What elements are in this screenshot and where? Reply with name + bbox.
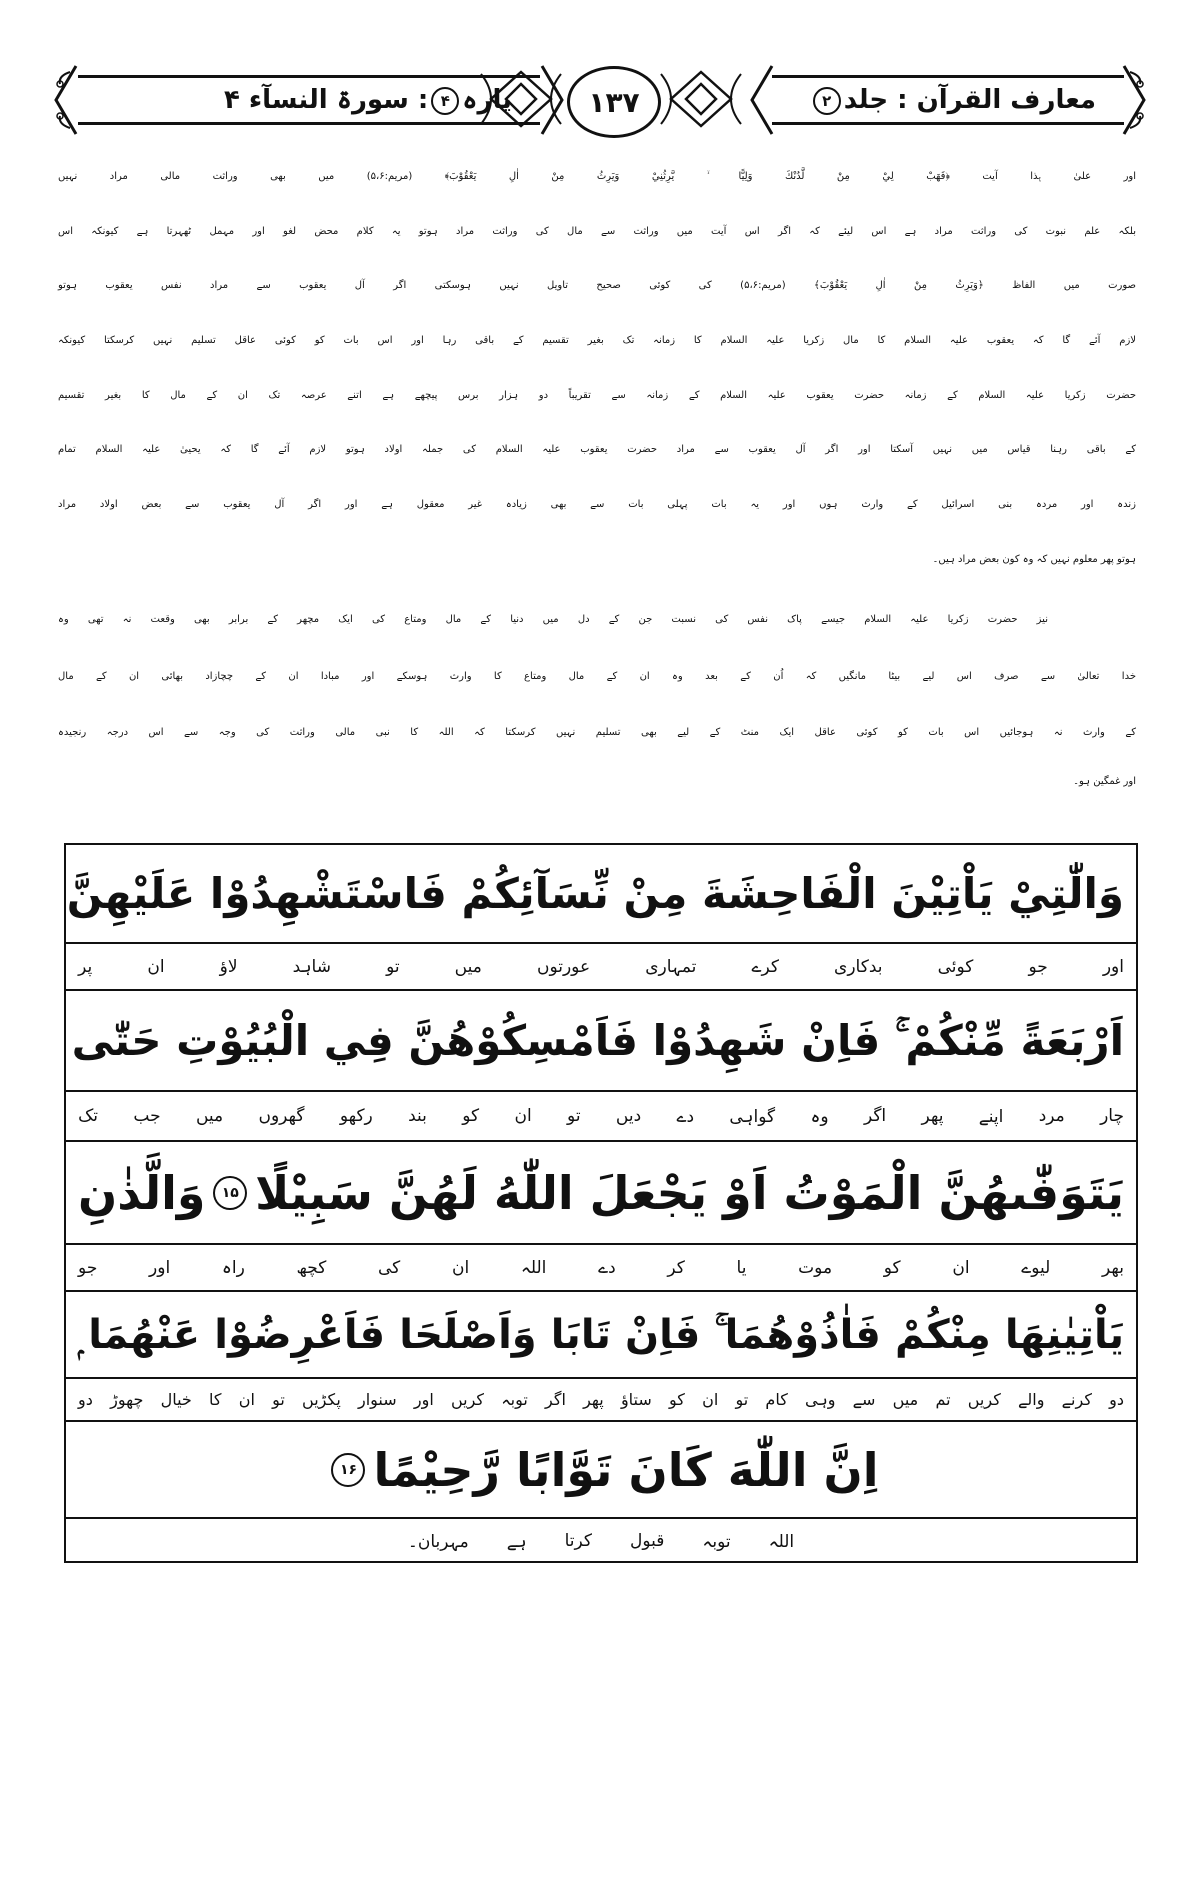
translation-word: ان [952, 1257, 970, 1278]
translation-word: بھر [1102, 1257, 1124, 1278]
translation-word: کام [765, 1390, 788, 1409]
translation-word: جب [133, 1106, 161, 1126]
translation-word: پر [78, 956, 93, 977]
volume-number: ۲ [813, 87, 841, 115]
translation-row [66, 1092, 1136, 1142]
translation-word: تو [386, 956, 400, 977]
prose-line: زندہ اور مردہ بنی اسرائیل کے وارث ہوں اور یہ بات پہلی بات سے بھی زیادہ غیر معقول ہے اور اگر آل یعقوب سے بعض اولاد مراد [58, 499, 1136, 510]
translation-word: دیں [615, 1106, 642, 1126]
prose-line: لازم آئے گا کہ یعقوب علیہ السلام کا مال زکریا علیہ السلام کا زمانہ تک بغیر تقسیم کے باقی رہا اور اس بات کو کوئی عاقل تسلیم نہیں کرسکتا کیونکہ [58, 335, 1136, 346]
translation-word: کر [667, 1257, 685, 1278]
translation-word: اور [413, 1390, 434, 1409]
translation-word: ان [451, 1257, 470, 1278]
prose-line: اور علیٰ ہذا آیت ﴿فَهَبْ لِيْ مِنْ لَّدُنْكَ وَلِيًّا ۙ يَّرِثُنِيْ وَيَرِثُ مِنْ اٰلِ يَعْقُوْبَ﴾ (مریم:۵،۶) میں بھی وراثت مالی مراد نہیں [58, 171, 1137, 182]
translation-word: بند [408, 1106, 427, 1126]
translation-word: لیوے [1021, 1258, 1051, 1278]
translation-word: اگر [863, 1106, 887, 1126]
center-ornament-left-icon [476, 64, 566, 134]
prose-line: کے باقی رہنا قیاس میں نہیں آسکتا اور اگر آل یعقوب سے مراد حضرت یعقوب علیہ السلام کی جملہ اولاد ہوتو لازم آئے گا کہ یحییٰ علیہ السلام تمام [58, 444, 1136, 455]
translation-word: خیال [160, 1390, 192, 1409]
arabic-verse-row [66, 845, 1136, 944]
translation-word: وہ [810, 1106, 829, 1127]
para-number: ۴ [431, 87, 459, 115]
arabic-verse-text: اَرْبَعَةً مِّنْكُمْ ۚ فَاِنْ شَهِدُوْا فَاَمْسِكُوْهُنَّ فِي الْبُيُوْتِ حَتّٰى [71, 1015, 1124, 1065]
page-number: ۱۳۷ [567, 66, 661, 138]
prose-line: صورت میں الفاظ ﴿وَيَرِثُ مِنْ اٰلِ يَعْقُوْبَ﴾ (مریم:۵،۶) کی کوئی صحیح تاویل نہیں ہوسکتی اگر آل یعقوب سے مراد نفس یعقوب ہوتو [58, 280, 1136, 291]
translation-word: میں [195, 1106, 224, 1126]
translation-word: کا [209, 1390, 222, 1409]
para-label: پارہ [462, 85, 512, 115]
translation-word: توبہ [501, 1390, 528, 1409]
translation-word: وہی [805, 1390, 836, 1409]
arabic-verse-row [66, 1292, 1136, 1379]
translation-word: پھر [583, 1390, 604, 1409]
translation-word: تو [272, 1390, 285, 1409]
translation-word: راہ [221, 1258, 245, 1278]
translation-word: اور [149, 1257, 171, 1278]
arabic-verse-row [66, 1142, 1136, 1245]
translation-word: دے [598, 1258, 616, 1278]
translation-word: ان [702, 1390, 719, 1409]
translation-word: قبول [630, 1531, 665, 1551]
translation-row [66, 1245, 1136, 1292]
translation-word: کریں [967, 1390, 1001, 1409]
translation-word: تمہاری [645, 957, 697, 977]
translation-word: کوئی [937, 956, 974, 977]
translation-word: سے [852, 1390, 876, 1409]
translation-word: دو [78, 1390, 93, 1409]
translation-word: کو [462, 1106, 480, 1126]
center-ornament-right-icon [656, 64, 746, 134]
arabic-verse-row [66, 1422, 1136, 1519]
translation-word: مرد [1038, 1106, 1065, 1126]
prose-line: بلکہ علم نبوت کی وراثت مراد ہے اس لیئے کہ اگر اس آیت میں وراثت سے مال کی وراثت مراد ہوتو یہ کلام محض لغو اور مہمل ٹھہرتا ہے کیونکہ اس [58, 226, 1136, 237]
translation-word: میں [892, 1390, 919, 1409]
translation-word: اللہ [520, 1258, 547, 1278]
translation-word: ان [238, 1390, 255, 1409]
translation-word: دو [1109, 1390, 1124, 1409]
arabic-verse-text: اِنَّ اللّٰهَ كَانَ تَوَّابًا رَّحِيْمًا [373, 1442, 879, 1497]
translation-word: اگر [545, 1390, 566, 1409]
translation-word: گھروں [258, 1106, 305, 1126]
prose-line: ہوتو پھر معلوم نہیں کہ وہ کون بعض مراد ہیں۔ [932, 554, 1136, 565]
prose-line: حضرت زکریا علیہ السلام کے زمانہ حضرت یعقوب علیہ السلام کے زمانہ سے تقریباً دو ہزار برس پیچھے ہے اتنے عرصہ تک ان کے مال کا بغیر تقسیم [58, 390, 1136, 401]
translation-word: کریں [450, 1390, 485, 1409]
translation-row [66, 1379, 1136, 1422]
translation-word: موت [798, 1257, 833, 1278]
translation-word: ان [147, 956, 165, 977]
translation-word: چار [1100, 1106, 1124, 1126]
translation-word: لاؤ [219, 956, 238, 977]
prose-line: اور غمگین ہو۔ [1073, 776, 1136, 787]
book-title-text: معارف القرآن : جلد [843, 85, 1096, 115]
translation-word: والے [1018, 1390, 1045, 1409]
translation-word: پھر [921, 1106, 944, 1126]
arabic-verse-text: وَالّٰتِيْ يَاْتِيْنَ الْفَاحِشَةَ مِنْ نِّسَآئِكُمْ فَاسْتَشْهِدُوْا عَلَيْهِنَّ [66, 868, 1124, 918]
translation-word: تک [78, 1106, 99, 1126]
translation-word: سنوار [357, 1390, 397, 1409]
translation-word: رکھو [339, 1106, 373, 1126]
translation-row [66, 944, 1136, 991]
translation-word: ہے [506, 1531, 527, 1552]
translation-word: ان [514, 1106, 532, 1126]
translation-word: اور [1102, 956, 1124, 977]
translation-word: تو [735, 1390, 749, 1409]
translation-word: شاہد [292, 957, 331, 977]
translation-word: تو [567, 1106, 581, 1126]
verse-number-marker: ۱۵ [213, 1176, 247, 1210]
translation-word: اللہ [768, 1531, 795, 1552]
header-right-box [772, 75, 1124, 125]
translation-word: مہربان۔ [407, 1531, 469, 1552]
translation-word: کرتا [564, 1531, 593, 1551]
translation-word: توبہ [702, 1531, 731, 1552]
translation-word: جو [78, 1257, 98, 1278]
verse-number-marker: ۱۶ [331, 1453, 365, 1487]
translation-word: کرے [751, 957, 779, 977]
translation-word: گواہی [729, 1106, 776, 1127]
translation-word: بدکاری [834, 956, 883, 977]
header-ornament-left-icon [50, 62, 78, 138]
translation-word: چھوڑ [110, 1390, 144, 1409]
translation-word: کی [378, 1257, 401, 1278]
arabic-verse-row [66, 991, 1136, 1092]
translation-word: کو [669, 1390, 685, 1409]
verse-translation-table [64, 843, 1138, 1563]
translation-word: اپنے [978, 1106, 1004, 1127]
book-title [782, 85, 1124, 115]
translation-word: میں [454, 956, 482, 977]
translation-word: کو [883, 1257, 901, 1278]
translation-word: جو [1028, 956, 1048, 977]
header-ornament-inner-right-icon [746, 62, 774, 138]
header-ornament-right-icon [1122, 62, 1150, 138]
arabic-verse-text-continued: وَالَّذٰنِ [78, 1165, 206, 1220]
translation-word: پکڑیں [302, 1390, 341, 1409]
translation-word: تم [935, 1390, 951, 1409]
arabic-verse-text: يَتَوَفّٰىهُنَّ الْمَوْتُ اَوْ يَجْعَلَ اللّٰهُ لَهُنَّ سَبِيْلًا [255, 1165, 1124, 1220]
translation-row [66, 1519, 1136, 1563]
translation-word: عورتوں [536, 956, 591, 977]
prose-line: کے وارث نہ ہوجائیں اس بات کو کوئی عاقل ایک منٹ کے لیے بھی تسلیم نہیں کرسکتا کہ اللہ کا نبی مالی وراثت کی وجہ سے اس درجہ رنجیدہ [58, 727, 1136, 738]
arabic-verse-text: يَاْتِيٰنِهَا مِنْكُمْ فَاٰذُوْهُمَا ۚ فَاِنْ تَابَا وَاَصْلَحَا فَاَعْرِضُوْا عَنْهُمَا ۭ [78, 1311, 1124, 1358]
translation-word: کچھ [296, 1257, 327, 1278]
surah-name: : سورۃ النسآء ۴ [223, 85, 429, 115]
prose-line: خدا تعالیٰ سے صرف اس لیے بیٹا مانگیں کہ اُن کے بعد وہ ان کے مال ومتاع کا وارث ہوسکے اور مبادا ان کے چچازاد بھائی ان کے مال [58, 671, 1136, 682]
translation-word: یا [736, 1257, 747, 1278]
translation-word: کرنے [1061, 1390, 1092, 1409]
translation-word: دے [676, 1106, 695, 1127]
prose-line: نیز حضرت زکریا علیہ السلام جیسے پاک نفس کی نسبت جن کے دل میں دنیا کے مال ومتاع کی ایک مچھر کے برابر بھی وقعت نہ تھی وہ [58, 614, 1048, 625]
header-left-box [78, 75, 540, 125]
translation-word: ستاؤ [620, 1390, 652, 1409]
